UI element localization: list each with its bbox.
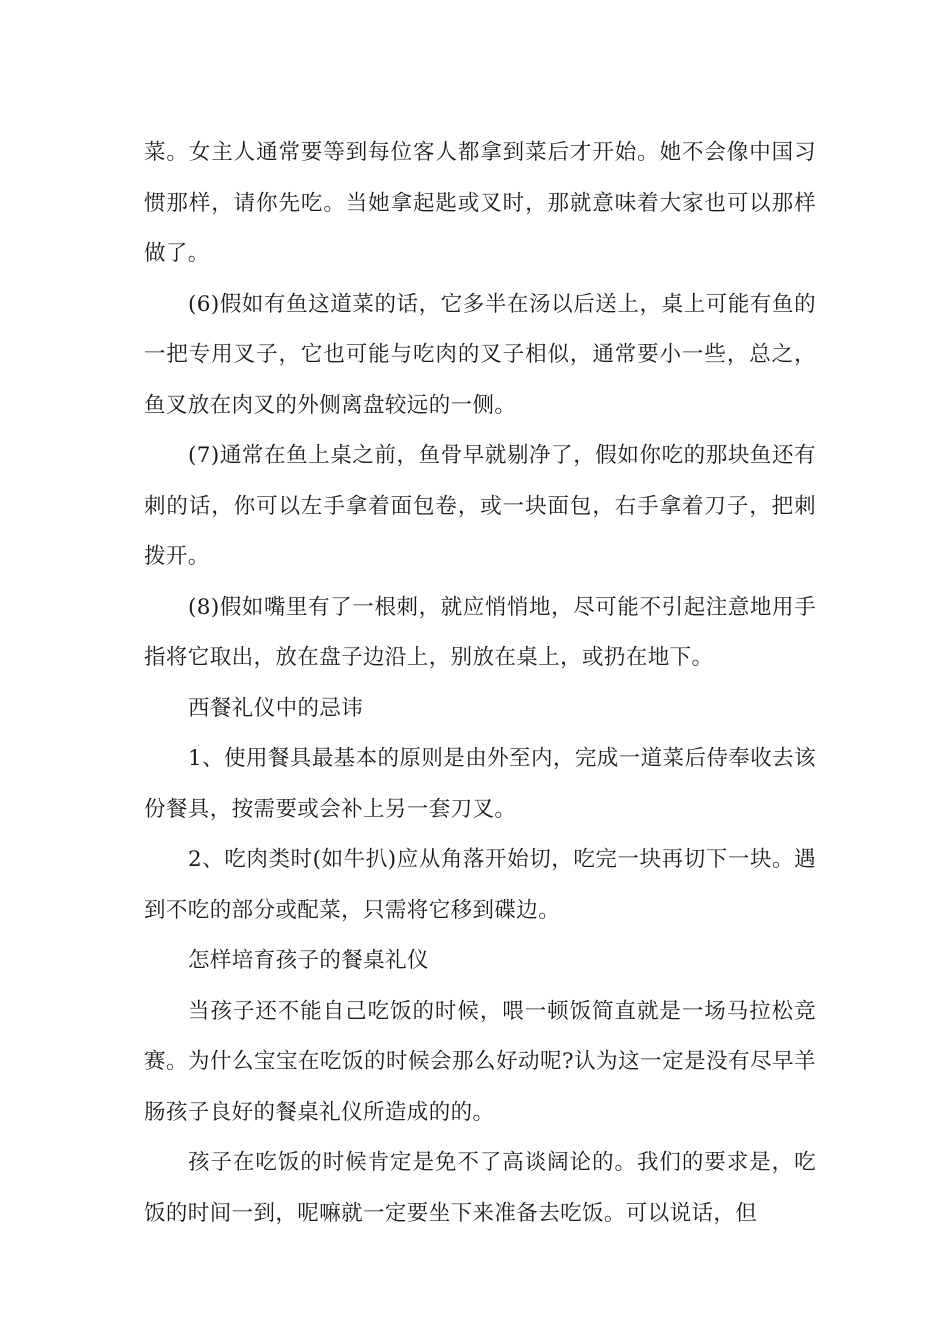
paragraph-taboo-1: 1、使用餐具最基本的原则是由外至内，完成一道菜后侍奉收去该份餐具，按需要或会补上另一套刀叉。 xyxy=(144,746,816,822)
paragraph-item-8: (8)假如嘴里有了一根刺，就应悄悄地，尽可能不引起注意地用手指将它取出，放在盘子边沿上，别放在桌上，或扔在地下。 xyxy=(144,594,816,670)
paragraph-taboo-2: 2、吃肉类时(如牛扒)应从角落开始切，吃完一块再切下一块。遇到不吃的部分或配菜，只需将它移到碟边。 xyxy=(144,847,816,923)
document-page xyxy=(144,128,816,1239)
paragraph-continuation: 菜。女主人通常要等到每位客人都拿到菜后才开始。她不会像中国习惯那样，请你先吃。当她拿起匙或叉时，那就意味着大家也可以那样做了。 xyxy=(144,140,816,266)
paragraph-item-6: (6)假如有鱼这道菜的话，它多半在汤以后送上，桌上可能有鱼的一把专用叉子，它也可能与吃肉的叉子相似，通常要小一些，总之，鱼叉放在肉叉的外侧离盘较远的一侧。 xyxy=(144,291,816,418)
section-heading-children: 怎样培育孩子的餐桌礼仪 xyxy=(188,948,429,973)
paragraph-children-1: 当孩子还不能自己吃饭的时候，喂一顿饭简直就是一场马拉松竞赛。为什么宝宝在吃饭的时候会那么好动呢?认为这一定是没有尽早羊肠孩子良好的餐桌礼仪所造成的的。 xyxy=(144,998,816,1125)
section-heading-taboos: 西餐礼仪中的忌讳 xyxy=(188,695,364,721)
paragraph-children-2: 孩子在吃饭的时候肯定是免不了高谈阔论的。我们的要求是，吃饭的时间一到，呢嘛就一定要坐下来准备去吃饭。可以说话，但 xyxy=(144,1150,816,1226)
paragraph-item-7: (7)通常在鱼上桌之前，鱼骨早就剔净了，假如你吃的那块鱼还有刺的话，你可以左手拿着面包卷，或一块面包，右手拿着刀子，把刺拨开。 xyxy=(144,443,816,569)
